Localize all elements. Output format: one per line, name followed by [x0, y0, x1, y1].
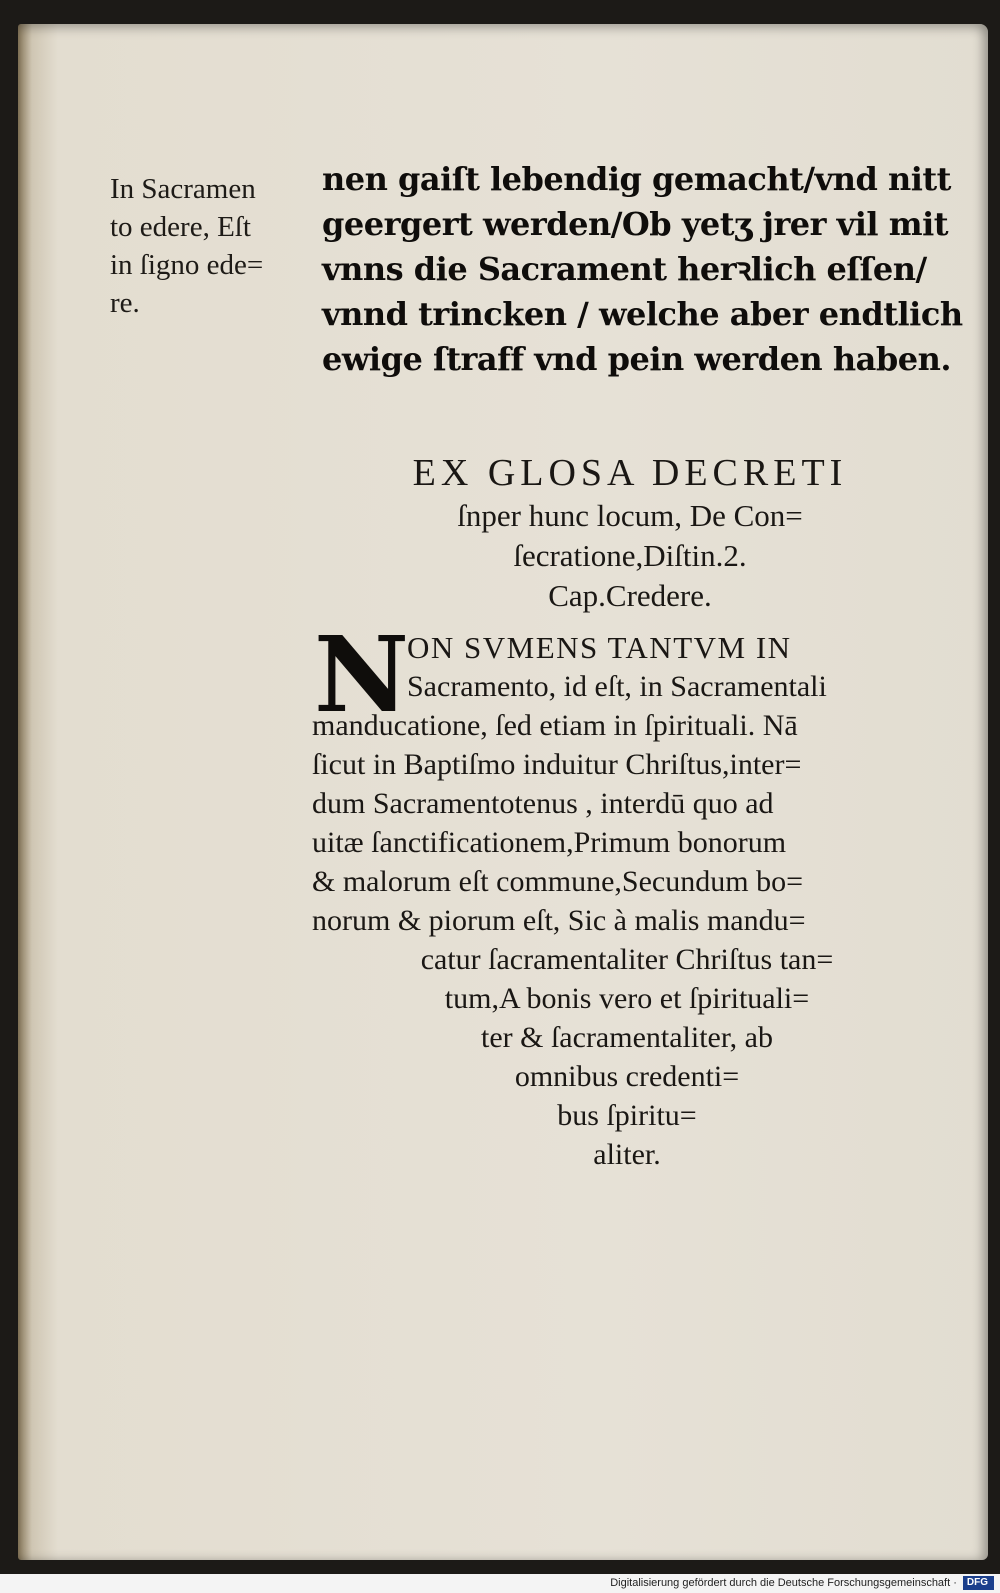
body-line: catur ſacramentaliter Chriſtus tan=: [420, 943, 834, 976]
body-line: bus ſpiritu=: [557, 1099, 697, 1132]
fraktur-line: ewige ſtraff vnd pein werden haben.: [322, 340, 951, 378]
digitization-footer: [0, 1574, 1000, 1593]
heading-subline: ſnper hunc locum, De Con=: [457, 498, 803, 533]
latin-paragraph: [312, 613, 942, 1174]
fraktur-line: vnns die Sacrament herꝛlich eſſen/: [322, 250, 927, 288]
body-line: ſicut in Baptiſmo induitur Chriſtus,inter=: [312, 748, 802, 781]
body-line: uitæ ſanctificationem,Primum bonorum: [312, 826, 787, 859]
footer-text: Digitalisierung gefördert durch die Deutsche Forschungsgemeinschaft ·: [610, 1577, 957, 1589]
dfg-logo: DFG: [963, 1576, 994, 1590]
body-line: ter & ſacramentaliter, ab: [481, 1021, 773, 1054]
body-line: ON SVMENS TANTVM IN: [407, 630, 792, 665]
margin-note-line: re.: [110, 287, 140, 319]
margin-note-line: to edere, Eſt: [110, 211, 251, 243]
body-line: omnibus credenti=: [514, 1060, 740, 1093]
body-line: norum & piorum eſt, Sic à malis mandu=: [312, 904, 806, 937]
fraktur-paragraph: [322, 157, 963, 382]
margin-note: [110, 170, 310, 322]
margin-note-line: in ſigno ede=: [110, 249, 264, 281]
body-line: aliter.: [593, 1138, 661, 1171]
body-line: manducatione, ſed etiam in ſpirituali. Nā: [312, 709, 798, 742]
margin-note-line: In Sacramen: [110, 173, 256, 205]
heading-title: EX GLOSA DECRETI: [412, 452, 848, 494]
body-line: dum Sacramentotenus , interdū quo ad: [312, 787, 774, 820]
body-line: Sacramento, id eſt, in Sacramentali: [407, 670, 827, 703]
drop-cap: N: [314, 613, 410, 736]
heading-subline: Cap.Credere.: [548, 578, 712, 613]
fraktur-line: vnnd trincken / welche aber endtlich: [322, 295, 963, 333]
fraktur-line: nen gaiſt lebendig gemacht/vnd nitt: [322, 160, 951, 198]
heading-subline: ſecratione,Diſtin.2.: [513, 538, 747, 573]
body-line: tum,A bonis vero et ſpirituali=: [444, 982, 810, 1015]
body-line: & malorum eſt commune,Secundum bo=: [312, 865, 804, 898]
section-heading: [320, 450, 940, 616]
fraktur-line: geergert werden/Ob yetʒ jrer vil mit: [322, 205, 948, 243]
